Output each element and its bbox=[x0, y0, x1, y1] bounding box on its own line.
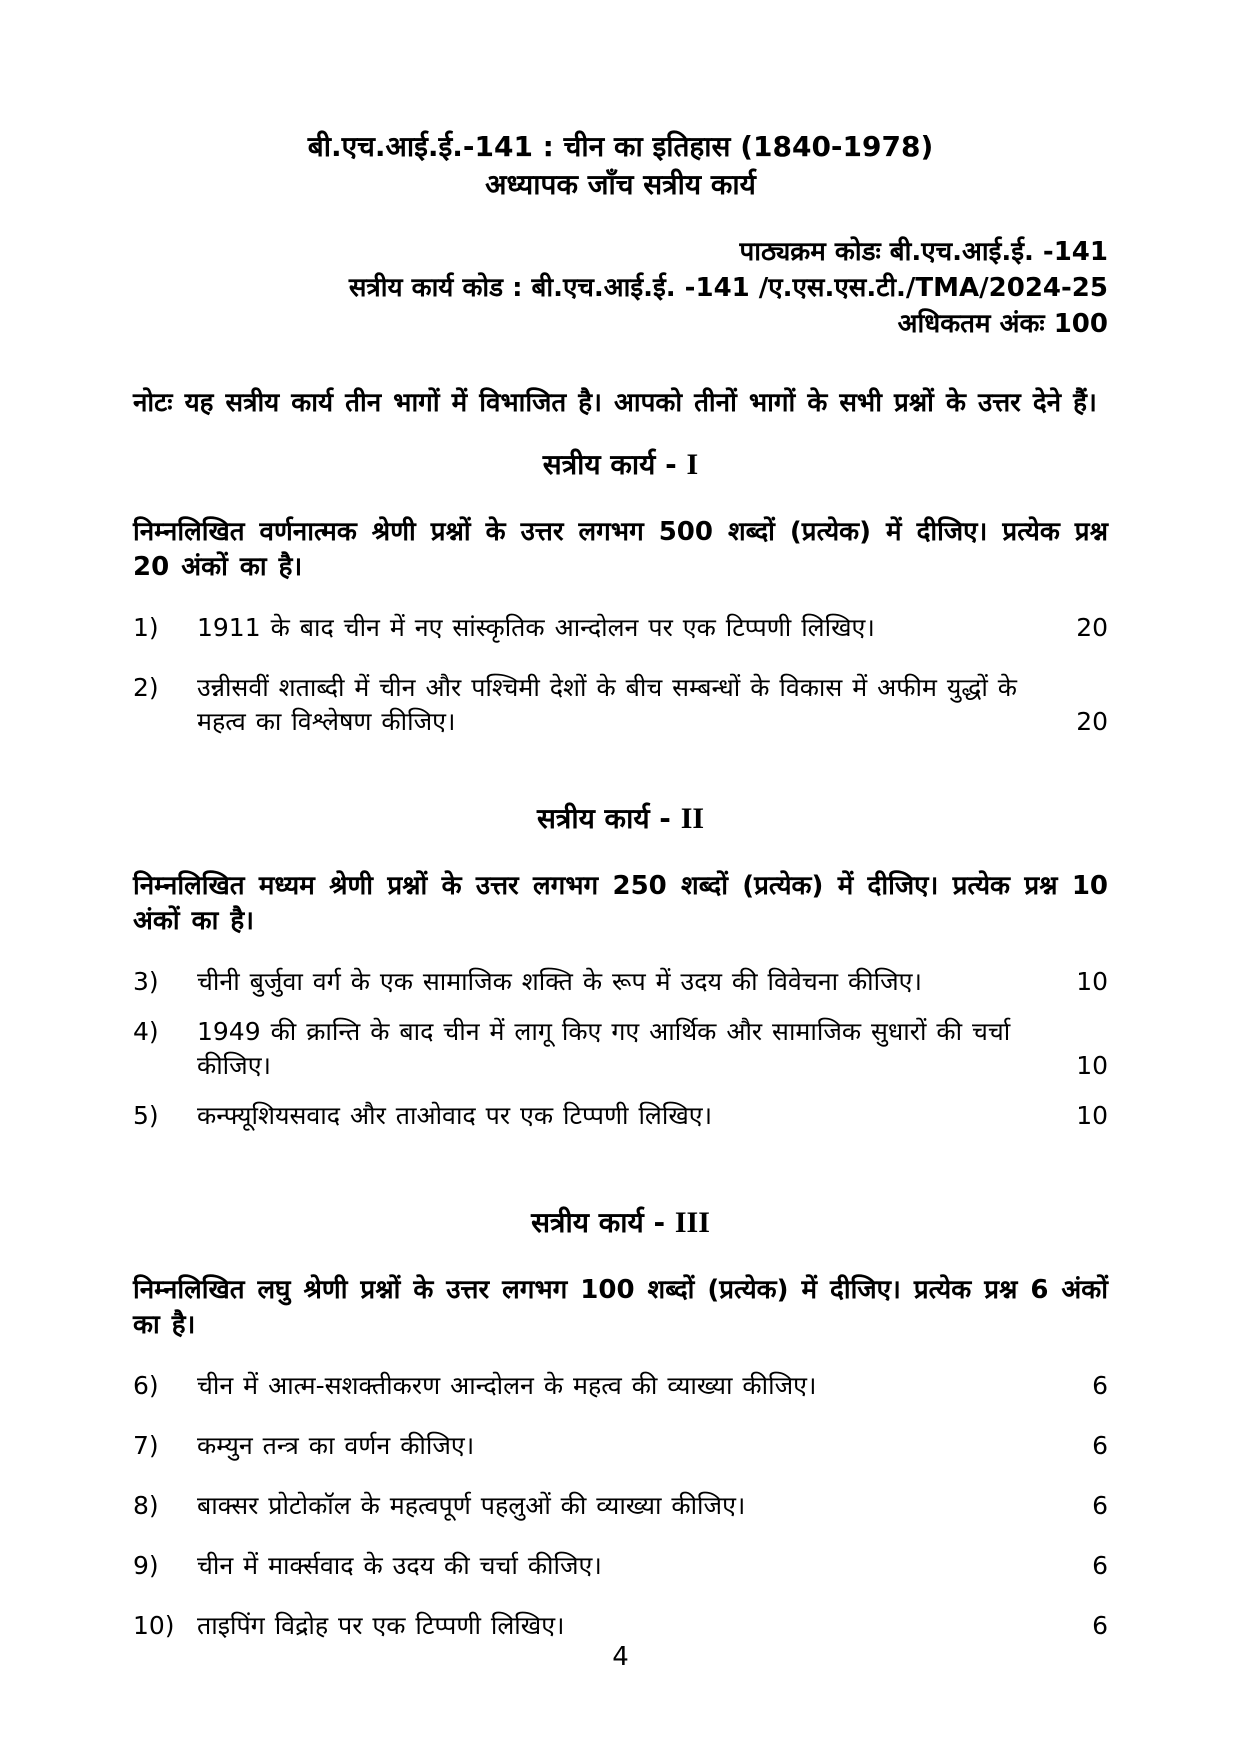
question-number: 2) bbox=[133, 673, 159, 702]
question-text: बाक्सर प्रोटोकॉल के महत्वपूर्ण पहलुओं की व्याख्या कीजिए। bbox=[197, 1491, 746, 1520]
section-2-heading-numeral: II bbox=[680, 802, 705, 835]
question-text: चीन में मार्क्सवाद के उदय की चर्चा कीजिए। bbox=[197, 1551, 602, 1580]
page-number: 4 bbox=[612, 1642, 629, 1672]
note-paragraph: नोटः यह सत्रीय कार्य तीन भागों में विभाजित है। आपको तीनों भागों के सभी प्रश्नों के उत्तर देने हैं। bbox=[133, 388, 1097, 418]
question-number: 5) bbox=[133, 1101, 159, 1130]
code-block bbox=[133, 234, 1108, 342]
section-3-questions bbox=[133, 1369, 1108, 1643]
section-1-heading-label: सत्रीय कार्य - bbox=[542, 448, 677, 481]
section-2-questions bbox=[133, 965, 1108, 1133]
question-marks: 10 bbox=[1076, 1051, 1108, 1080]
question-row bbox=[133, 1099, 1108, 1133]
document-subtitle: अध्यापक जाँच सत्रीय कार्य bbox=[485, 168, 756, 201]
course-title: बी.एच.आई.ई.-141 : चीन का इतिहास (1840-1978) bbox=[307, 130, 934, 163]
question-marks: 6 bbox=[1092, 1551, 1108, 1580]
question-row bbox=[133, 611, 1108, 645]
question-text: चीन में आत्म-सशक्तीकरण आन्दोलन के महत्व की व्याख्या कीजिए। bbox=[197, 1371, 817, 1400]
question-number: 6) bbox=[133, 1371, 159, 1400]
question-marks: 10 bbox=[1076, 1101, 1108, 1130]
section-2-heading-label: सत्रीय कार्य - bbox=[536, 802, 671, 835]
question-text: कन्फ्यूशियसवाद और ताओवाद पर एक टिप्पणी लिखिए। bbox=[197, 1101, 713, 1130]
question-text: 1949 की क्रान्ति के बाद चीन में लागू किए गए आर्थिक और सामाजिक सुधारों की चर्चा कीजिए। bbox=[197, 1017, 1011, 1080]
section-2-heading bbox=[133, 801, 1108, 837]
question-number: 1) bbox=[133, 613, 159, 642]
question-number: 3) bbox=[133, 967, 159, 996]
question-text: ताइपिंग विद्रोह पर एक टिप्पणी लिखिए। bbox=[197, 1611, 565, 1640]
question-row bbox=[133, 1549, 1108, 1583]
question-row bbox=[133, 671, 1108, 739]
question-row bbox=[133, 1015, 1108, 1083]
section-1-instructions: निम्नलिखित वर्णनात्मक श्रेणी प्रश्नों के उत्तर लगभग 500 शब्दों (प्रत्येक) में दीजिए। प्रत्येक प्रश्न 20 अंकों का है। bbox=[133, 517, 1108, 582]
question-text: 1911 के बाद चीन में नए सांस्कृतिक आन्दोलन पर एक टिप्पणी लिखिए। bbox=[197, 613, 875, 642]
section-1-questions bbox=[133, 611, 1108, 739]
section-3-heading-label: सत्रीय कार्य - bbox=[531, 1206, 666, 1239]
document-title-block bbox=[133, 128, 1108, 204]
question-row bbox=[133, 1429, 1108, 1463]
question-marks: 20 bbox=[1076, 613, 1108, 642]
question-marks: 6 bbox=[1092, 1611, 1108, 1640]
section-1-heading-numeral: I bbox=[686, 448, 699, 481]
question-number: 4) bbox=[133, 1017, 159, 1046]
question-row bbox=[133, 1369, 1108, 1403]
question-number: 7) bbox=[133, 1431, 159, 1460]
question-marks: 6 bbox=[1092, 1491, 1108, 1520]
question-marks: 6 bbox=[1092, 1371, 1108, 1400]
max-marks-line: अधिकतम अंकः 100 bbox=[897, 309, 1108, 339]
document-content bbox=[133, 0, 1108, 1643]
question-marks: 20 bbox=[1076, 707, 1108, 736]
question-number: 8) bbox=[133, 1491, 159, 1520]
question-row bbox=[133, 1489, 1108, 1523]
question-text: कम्युन तन्त्र का वर्णन कीजिए। bbox=[197, 1431, 475, 1460]
section-2-instructions: निम्नलिखित मध्यम श्रेणी प्रश्नों के उत्तर लगभग 250 शब्दों (प्रत्येक) में दीजिए। प्रत्येक प्रश्न 10 अंकों का है। bbox=[133, 871, 1108, 936]
section-3-heading-numeral: III bbox=[674, 1206, 710, 1239]
question-text: उन्नीसवीं शताब्दी में चीन और पश्चिमी देशों के बीच सम्बन्धों के विकास में अफीम युद्धों के महत्व का विश्लेषण कीजिए। bbox=[197, 673, 1017, 736]
question-row bbox=[133, 1609, 1108, 1643]
question-text: चीनी बुर्जुवा वर्ग के एक सामाजिक शक्ति के रूप में उदय की विवेचना कीजिए। bbox=[197, 967, 922, 996]
section-1-heading bbox=[133, 447, 1108, 483]
section-3-heading bbox=[133, 1205, 1108, 1241]
question-marks: 10 bbox=[1076, 967, 1108, 996]
question-marks: 6 bbox=[1092, 1431, 1108, 1460]
course-code-line: पाठ्यक्रम कोडः बी.एच.आई.ई. -141 bbox=[739, 237, 1108, 267]
section-3-instructions: निम्नलिखित लघु श्रेणी प्रश्नों के उत्तर लगभग 100 शब्दों (प्रत्येक) में दीजिए। प्रत्येक प्रश्न 6 अंकों का है। bbox=[133, 1275, 1108, 1340]
assignment-code-line: सत्रीय कार्य कोड : बी.एच.आई.ई. -141 /ए.एस.एस.टी./TMA/2024-25 bbox=[348, 273, 1108, 303]
question-number: 10) bbox=[133, 1611, 175, 1640]
question-row bbox=[133, 965, 1108, 999]
question-number: 9) bbox=[133, 1551, 159, 1580]
